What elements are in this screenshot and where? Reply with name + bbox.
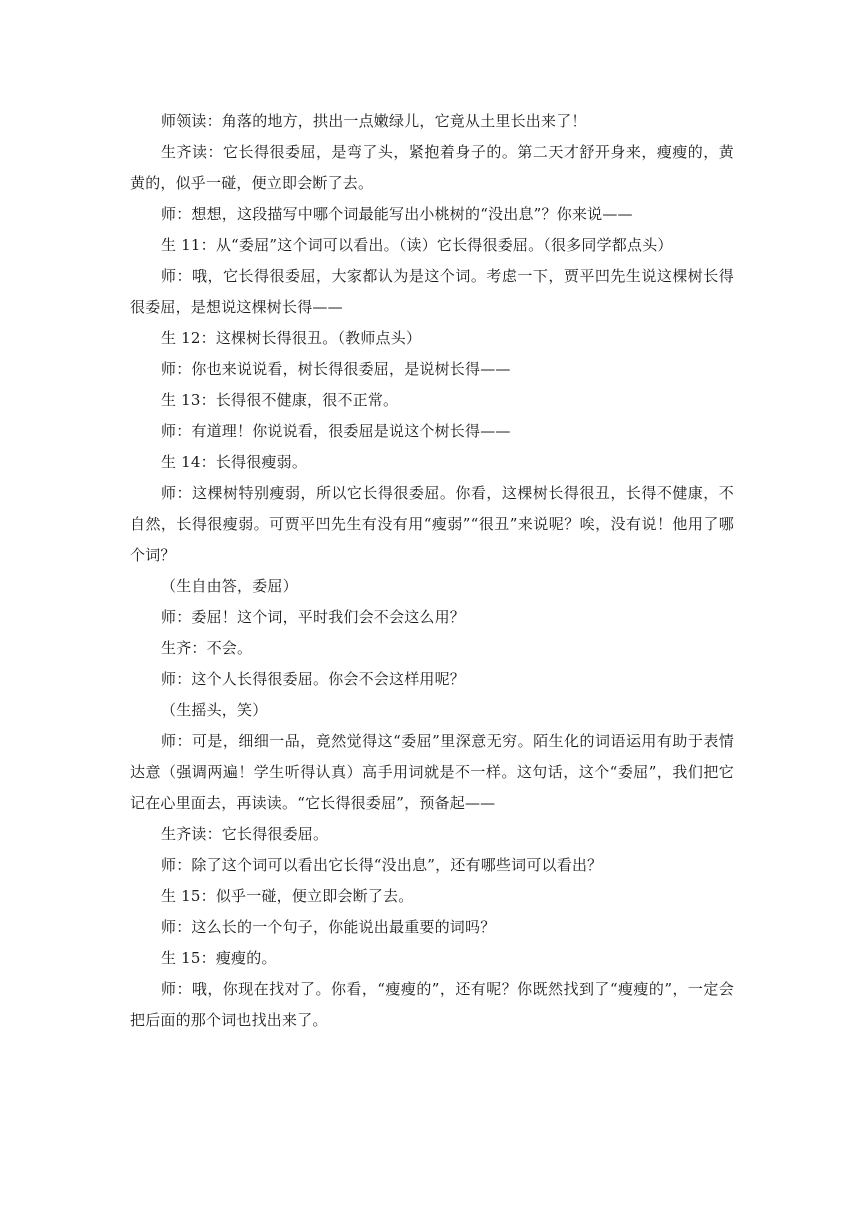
paragraph: 师领读：角落的地方，拱出一点嫩绿儿，它竟从土里长出来了！: [161, 112, 587, 130]
paragraph: 生 14：长得很瘦弱。: [161, 453, 308, 471]
paragraph: 师：除了这个词可以看出它长得“没出息”，还有哪些词可以看出？: [161, 856, 603, 874]
paragraph: 生 15：瘦瘦的。: [161, 949, 277, 967]
paragraph: （生自由答，委屈）: [161, 577, 298, 595]
paragraph: （生摇头，笑）: [161, 701, 268, 719]
paragraph: 生 11：从“委屈”这个词可以看出。（读）它长得很委屈。（很多同学都点头）: [161, 236, 673, 254]
paragraph: 师：想想，这段描写中哪个词最能写出小桃树的“没出息”？你来说——: [161, 205, 633, 223]
paragraph: 师：这么长的一个句子，你能说出最重要的词吗？: [161, 918, 496, 936]
document-body: [130, 106, 734, 1036]
paragraph: 师：哦，你现在找对了。你看，“瘦瘦的”，还有呢？你既然找到了“瘦瘦的”，一定会把后面的那个词也找出来了。: [130, 980, 734, 1029]
paragraph: 师：这个人长得很委屈。你会不会这样用呢？: [161, 670, 466, 688]
paragraph: 师：这棵树特别瘦弱，所以它长得很委屈。你看，这棵树长得很丑，长得不健康，不自然，长得很瘦弱。可贾平凹先生有没有用“瘦弱”“很丑”来说呢？唉，没有说！他用了哪个词？: [130, 484, 734, 564]
paragraph: 师：你也来说说看，树长得很委屈，是说树长得——: [161, 360, 511, 378]
paragraph: 生齐读：它长得很委屈。: [161, 825, 329, 843]
paragraph: 师：有道理！你说说看，很委屈是说这个树长得——: [161, 422, 511, 440]
paragraph: 生齐：不会。: [161, 639, 253, 657]
paragraph: 生齐读：它长得很委屈，是弯了头，紧抱着身子的。第二天才舒开身来，瘦瘦的，黄黄的，似乎一碰，便立即会断了去。: [130, 143, 734, 192]
paragraph: 师：哦，它长得很委屈，大家都认为是这个词。考虑一下，贾平凹先生说这棵树长得很委屈，是想说这棵树长得——: [130, 267, 734, 316]
paragraph: 生 12：这棵树长得很丑。（教师点头）: [161, 329, 422, 347]
paragraph: 生 13：长得很不健康，很不正常。: [161, 391, 399, 409]
paragraph: 师：可是，细细一品，竟然觉得这“委屈”里深意无穷。陌生化的词语运用有助于表情达意（强调两遍！学生听得认真）高手用词就是不一样。这句话，这个“委屈”，我们把它记在心里面去，再读读。“它长得很委屈”，预备起——: [130, 732, 734, 812]
paragraph: 师：委屈！这个词，平时我们会不会这么用？: [161, 608, 466, 626]
paragraph: 生 15：似乎一碰，便立即会断了去。: [161, 887, 414, 905]
